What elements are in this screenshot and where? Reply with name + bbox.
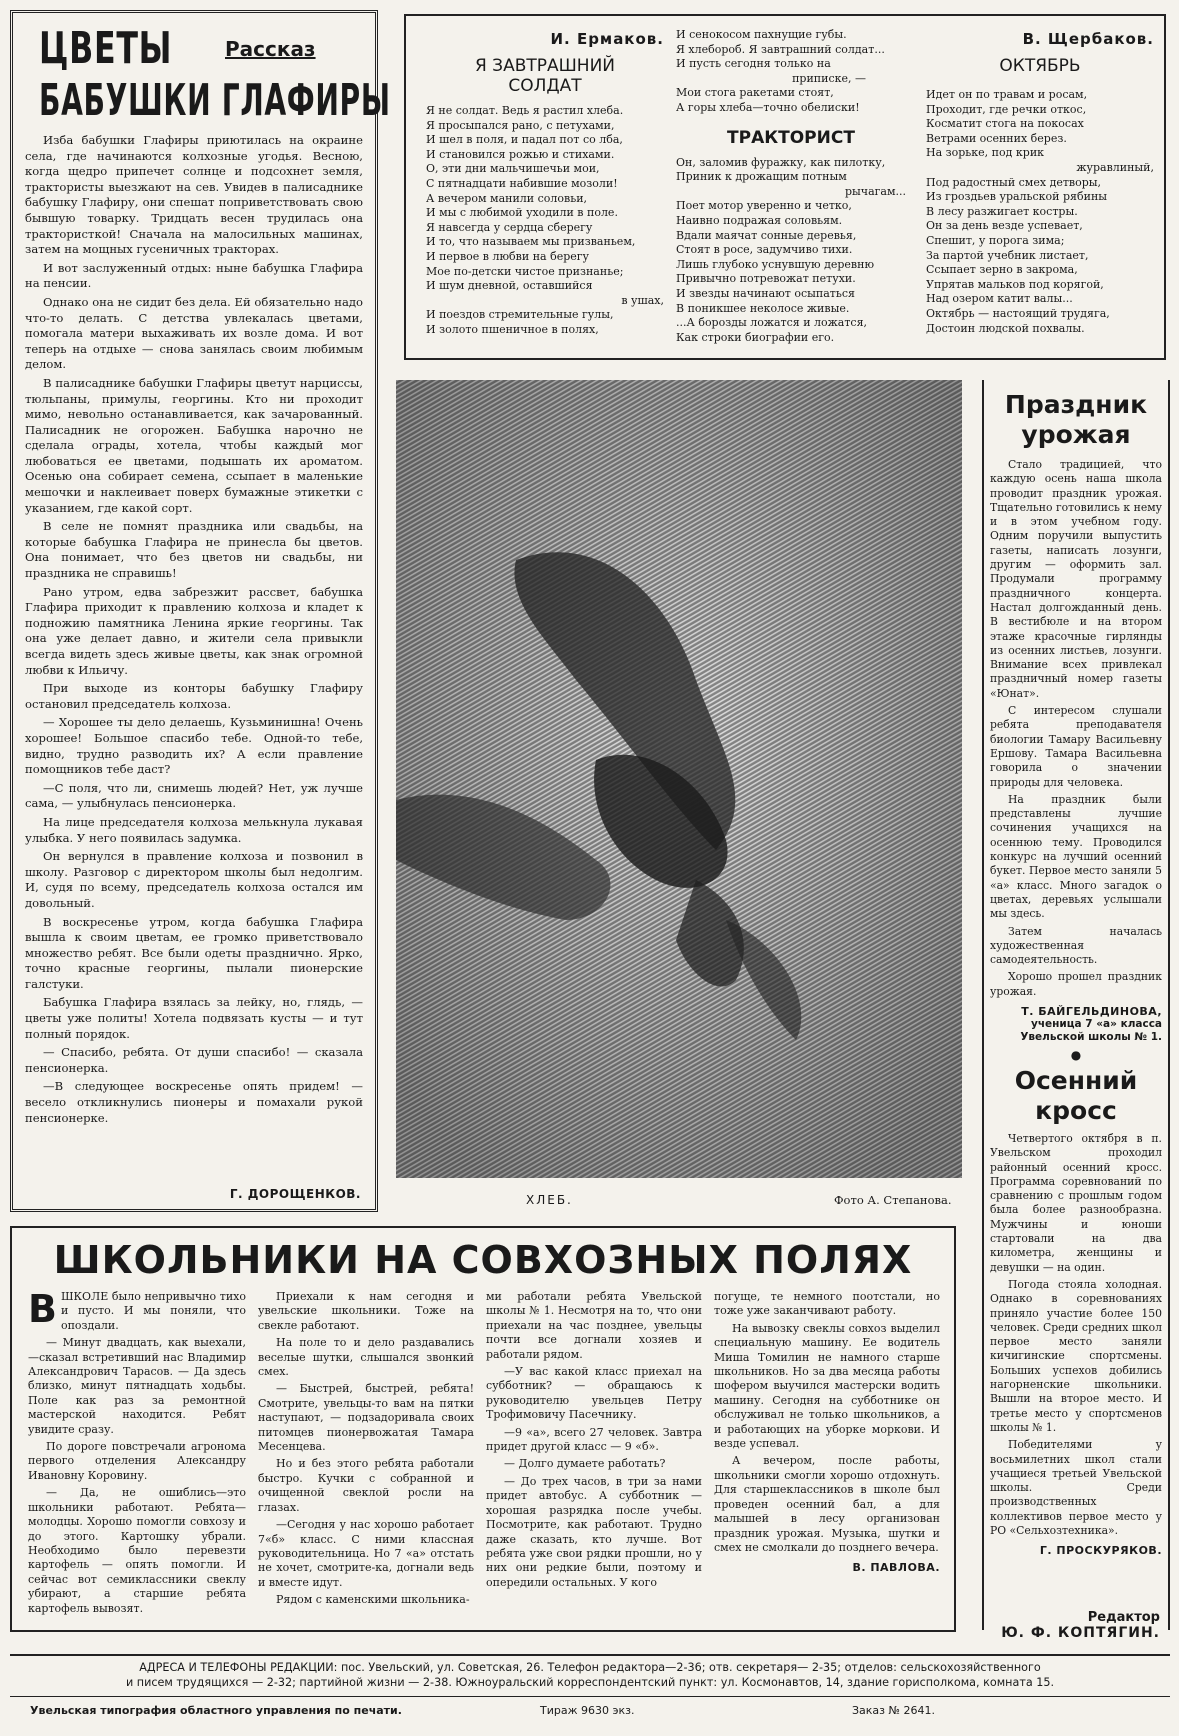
poem-line: Поет мотор уверенно и четко, [676, 199, 852, 213]
school-paragraph: — До трех часов, в три за нами придет автобус. А субботник — хорошая разрядка после учебы. Посмотрите, как работают. Трудно даже сказать, кто лучше. Вот ребята уже свои рядки прошли, но у них они редкие были, поэтому и опередили остальных. У кого [486, 1474, 702, 1589]
poem-line: Он за день везде успевает, [926, 219, 1083, 233]
story-title-line1: ЦВЕТЫ [39, 23, 173, 74]
poem-line: И сенокосом пахнущие губы. [676, 28, 847, 41]
poem-line: в ушах, [621, 293, 664, 307]
school-paragraph: Но и без этого ребята работали быстро. Кучки с собранной и очищенной свеклой росли на глазах. [258, 1457, 474, 1514]
poem-line: Ветрами осенних берез. [926, 131, 1067, 145]
poem-line: Вдали маячат сонные деревья, [676, 228, 857, 242]
story-title [25, 23, 391, 133]
school-paragraph: — Быстрей, быстрей, ребята! Смотрите, увельцы-то вам на пятки наступают, — подзадоривала своих питомцев пионервожатая Тамара Месенцева. [258, 1382, 474, 1454]
poem-line: Мои стога ракетами стоят, [676, 86, 834, 100]
harvest-paragraph: Хорошо прошел праздник урожая. [990, 970, 1162, 998]
story-paragraph: В воскресенье утром, когда бабушка Глафира вышла к своим цветам, ее громко приветствовало множество ребят. Все были одеты празднично. Ярко, точно красные георгины, пылали пионерские галстуки. [25, 914, 363, 991]
poem-line: Спешит, у порога зима; [926, 233, 1065, 247]
story-paragraph: Изба бабушки Глафиры приютилась на окраине села, где начинаются колхозные угодья. Весною, когда щедро припечет солнце и подсохнет земля, трактористы выезжают на сев. Увидев в палисаднике бабушку Глафиру, они спешат поприветствовать свою бывшую товарку. Тридцать весен трудилась она трактористкой! Сначала на малосильных машинах, затем на мощных гусеничных тракторах. [25, 133, 363, 257]
school-column-4 [714, 1290, 940, 1574]
cross-paragraph: Четвертого октября в п. Увельском проходил районный осенний кросс. Программа соревнований по сравнению с прошлым годом была более разнообразна. Мужчины и юноши стартовали на два километра, женщины и девушки — на один. [990, 1131, 1162, 1274]
story-paragraph: В селе не помнят праздника или свадьбы, на которые бабушка Глафира не принесла бы цветов. Она понимает, что без цветов ни свадьбы, ни праздника не справишь! [25, 519, 363, 581]
school-paragraph: ми работали ребята Увельской школы № 1. Несмотря на то, что они приехали на час позднее, увельцы почти все догнали хозяев и работали рядом. [486, 1290, 702, 1361]
poem-line: Проходит, где речки откос, [926, 102, 1087, 116]
story-paragraph: Рано утром, едва забрезжит рассвет, бабушка Глафира приходит к правлению колхоза и кладет к подножию памятника Ленина яркие георгины. Так она уже делает давно, и жители села привыкли всегда видеть здесь живые цветы, как знак огромной любви к Ильичу. [25, 584, 363, 677]
right-column [982, 380, 1170, 1630]
poem-line: Над озером катит валы... [926, 292, 1073, 306]
footer-circulation: Тираж 9630 экз. [540, 1704, 635, 1717]
poem-line: И шум дневной, оставшийся [426, 279, 593, 293]
cross-signature: Г. ПРОСКУРЯКОВ. [1039, 1544, 1162, 1558]
poem-line: Наивно подражая соловьям. [676, 213, 843, 227]
poem-line: В лесу разжигает костры. [926, 204, 1078, 218]
poem-line: приписке, — [792, 71, 866, 85]
school-column-1 [28, 1287, 246, 1619]
school-paragraph: По дороге повстречали агронома первого отделения Александру Ивановну Коровину. [28, 1440, 246, 1482]
footer-printer: Увельская типография областного управления по печати. [30, 1704, 402, 1717]
school-paragraph: —У вас какой класс приехал на субботник? — обращаюсь к руководителю увельцев Петру Трофимовичу Пасечнику. [486, 1365, 702, 1422]
poems-box [404, 14, 1166, 360]
poem-line: А вечером манили соловьи, [426, 191, 588, 205]
school-paragraph: Рядом с каменскими школьника- [276, 1593, 470, 1607]
poem-left-title: Я ЗАВТРАШНИЙ СОЛДАТ [474, 56, 616, 96]
story-box [10, 10, 391, 1212]
story-paragraph: Бабушка Глафира взялась за лейку, но, глядь, — цветы уже политы! Хотела подвязать кусты — и тут полный порядок. [25, 995, 363, 1041]
poem-line: Октябрь — настоящий трудяга, [926, 306, 1110, 320]
poem-line: И золото пшеничное в полях, [426, 322, 599, 336]
harvest-paragraph: С интересом слушали ребята преподавателя биологии Тамару Васильевну Ершову. Тамара Васильевна говорила о значении природы для человека. [990, 704, 1162, 789]
poem-line: И то, что называем мы призваньем, [426, 235, 636, 249]
cross-body [990, 1132, 1162, 1538]
photo-credit: Фото А. Степанова. [834, 1193, 952, 1207]
footer-address [20, 1660, 1160, 1690]
poem-line: Косматит стога на покосах [926, 117, 1084, 131]
story-paragraph: — Спасибо, ребята. От души спасибо! — сказала пенсионерка. [25, 1045, 363, 1075]
poem-line: Он, заломив фуражку, как пилотку, [676, 155, 886, 169]
poem-line: Идет он по травам и росам, [926, 88, 1088, 101]
separator-dot: ● [1070, 1047, 1082, 1062]
harvest-paragraph: На праздник были представлены лучшие сочинения учащихся на осеннюю тему. Проводился конкурс на лучший осенний букет. Первое место заняли 5 «а» класс. Много загадок о цветах, деревьях услышали мы здесь. [990, 792, 1162, 921]
poem-line: За партой учебник листает, [926, 248, 1089, 262]
poem-line: В поникшее неколосе живые. [676, 301, 850, 315]
story-paragraph: —В следующее воскресенье опять придем! — весело откликнулись пионеры и помахали рукой пенсионерке. [25, 1079, 363, 1125]
footer-line-1: АДРЕСА И ТЕЛЕФОНЫ РЕДАКЦИИ: пос. Увельский, ул. Советская, 26. Телефон редактора—2-36; отв. секретаря— 2-35; отделов: сельскохозяйственного [139, 1661, 1041, 1674]
photo-caption: ХЛЕБ. [526, 1193, 573, 1207]
poem-line: И мы с любимой уходили в поле. [426, 206, 618, 220]
school-paragraph: — Минут двадцать, как выехали,—сказал встретивший нас Владимир Александрович Тарасов. — Да здесь близко, минут пятнадцать ходьбы. Поле как раз за ремонтной мастерской находится. Ребят увидите сразу. [28, 1336, 246, 1436]
poem-line: Ссыпает зерно в закрома, [926, 263, 1078, 277]
poem-line: С пятнадцати набившие мозоли! [426, 176, 618, 190]
school-columns [12, 1287, 954, 1615]
cross-title [990, 1066, 1162, 1126]
poem-right-title: ОКТЯБРЬ [999, 56, 1081, 76]
story-signature: Г. ДОРОЩЕНКОВ. [229, 1187, 361, 1201]
story-paragraph: —С поля, что ли, снимешь людей? Нет, уж лучше сама, — улыбнулась пенсионерка. [25, 780, 363, 811]
cross-paragraph: Победителями у восьмилетних школ стали учащиеся третьей Увельской школы. Среди производственных коллективов первое место у РО «Сельхозтехника». [990, 1438, 1162, 1537]
poem-left-lines [426, 104, 664, 338]
poem-left [426, 30, 664, 338]
school-paragraph: —9 «а», всего 27 человек. Завтра придет другой класс — 9 «б». [486, 1425, 702, 1454]
school-paragraph: — Долго думаете работать? [504, 1457, 666, 1471]
poem-line: рычагам... [845, 184, 906, 198]
school-paragraph: — Да, не ошиблись—это школьники работают. Ребята—молодцы. Хорошо помогли совхозу и до этого. Картошку убрали. Необходимо было перевезти картофель — опять помогли. И сейчас вот семиклассники свеклу убирают, а старшие ребята картофель вывозят. [28, 1486, 246, 1615]
footer-order: Заказ № 2641. [852, 1704, 935, 1717]
school-paragraph: А вечером, после работы, школьники смогли хорошо отдохнуть. Для старшеклассников в школе был проведен осенний бал, а для малышей в лесу организован праздник урожая. Музыка, шутки и смех не смолкали до позднего вечера. [714, 1454, 940, 1554]
story-body [25, 133, 363, 1126]
poem-right-author: В. Щербаков. [1022, 30, 1154, 48]
cross-paragraph: Погода стояла холодная. Однако в соревнованиях приняло участие более 150 человек. Среди средних школ первое место заняли кичигинские спортсмены. Больших успехов добились нагорненские школьники. Вышли на второе место. И третье место у спортсменов школы № 1. [990, 1277, 1162, 1434]
story-title-line2: БАБУШКИ ГЛАФИРЫ [39, 75, 391, 126]
poem-line: О, эти дни мальчишечьи мои, [426, 162, 600, 176]
school-title: ШКОЛЬНИКИ НА СОВХОЗНЫХ ПОЛЯХ [53, 1238, 913, 1282]
harvest-signature-note: ученица 7 «а» класса Увельской школы № 1. [1020, 1017, 1162, 1043]
footer-line-2: и писем трудящихся — 2-32; партийной жизни — 2-38. Южноуральский корреспондентский пункт: ул. Космонавтов, 14, здание горисполкома, комната 15. [125, 1676, 1055, 1689]
school-paragraph: На вывозку свеклы совхоз выделил специальную машину. Ее водитель Миша Томилин не намного старше школьников. Но за два месяца работы шофером выучился мастерски водить машину. Сегодня на субботнике он обслуживал не только школьников, а и работающих на уборке моркови. И везде успевал. [714, 1321, 940, 1451]
harvest-title-line1: Праздник [1004, 390, 1148, 419]
school-paragraph: На поле то и дело раздавались веселые шутки, слышался звонкий смех. [258, 1336, 474, 1379]
story-paragraph: В палисаднике бабушки Глафиры цветут нарциссы, тюльпаны, примулы, георгины. Кто ни проходит мимо, невольно останавливается, как зачарованный. Палисадник не огорожен. Бабушка нарочно не сделала ограды, хотела, чтобы каждый мог любоваться ее цветами, подышать их ароматом. Осенью она собирает семена, ссыпает в маленькие мешочки и наклеивает поверх бумажные этикетки с указанием, где какой сорт. [25, 375, 363, 515]
harvest-title [990, 390, 1162, 450]
poem-line: И становился рожью и стихами. [426, 147, 615, 161]
poem-line: Привычно потревожат петухи. [676, 272, 856, 286]
poem-middle-title: ТРАКТОРИСТ [727, 127, 855, 148]
poem-line: Я просыпался рано, с петухами, [426, 118, 615, 132]
poem-line: И шел в поля, и падал пот со лба, [426, 133, 623, 147]
poem-middle-lines [676, 156, 906, 346]
story-paragraph: — Хорошее ты дело делаешь, Кузьминишна! Очень хорошее! Большое спасибо тебе. Одной-то тебе, видно, трудно разводить их? А если правление помощников тебе даст? [25, 715, 363, 777]
poem-line: Достоин людской похвалы. [926, 321, 1085, 335]
cross-title-line2: кросс [1035, 1095, 1117, 1125]
poem-line: Из гроздьев уральской рябины [926, 190, 1108, 204]
editor-name: Ю. Ф. КОПТЯГИН. [1001, 1625, 1160, 1641]
editor-block [982, 1610, 1170, 1641]
story-paragraph: На лице председателя колхоза мелькнула лукавая улыбка. У него появилась задумка. [25, 814, 363, 845]
story-paragraph: При выходе из конторы бабушку Глафиру остановил председатель колхоза. [25, 681, 363, 711]
poem-line: Под радостный смех детворы, [926, 175, 1102, 189]
poem-line: И поездов стремительные гулы, [426, 308, 614, 322]
footer-divider-top [10, 1654, 1170, 1656]
editor-label: Редактор [1087, 1610, 1160, 1625]
school-paragraph: Приехали к нам сегодня и увельские школьники. Тоже на свекле работают. [258, 1290, 474, 1332]
poem-line: Мое по-детски чистое признанье; [426, 264, 624, 278]
poem-line: А горы хлеба—точно обелиски! [676, 100, 860, 114]
poem-right [926, 30, 1154, 336]
school-column-2 [258, 1290, 474, 1611]
school-column-3 [486, 1290, 702, 1593]
story-paragraph: И вот заслуженный отдых: ныне бабушка Глафира на пенсии. [25, 260, 363, 291]
poem-line: Я не солдат. Ведь я растил хлеба. [426, 104, 624, 117]
poem-line: Лишь глубоко уснувшую деревню [676, 257, 875, 271]
cross-title-line1: Осенний [1014, 1065, 1138, 1095]
harvest-paragraph: Стало традицией, что каждую осень наша школа проводит праздник урожая. Тщательно готовились к нему и в этом учебном году. Одним поручили выпустить газеты, написать лозунги, другим — оформить зал. Продумали программу праздничного концерта. Настал долгожданный день. В вестибюле и на втором этаже красочные гирлянды из осенних листьев, лозунги. Внимание всех привлекал праздничный номер газеты «Юнат». [990, 458, 1162, 700]
footer-divider-bottom [10, 1696, 1170, 1697]
harvest-signature: Т. БАЙГЕЛЬДИНОВА, [1021, 1004, 1162, 1018]
poem-line: И пусть сегодня только на [676, 57, 831, 71]
poem-line: Приник к дрожащим потным [676, 170, 847, 184]
story-rubric: Рассказ [225, 37, 316, 61]
bread-photo [396, 380, 962, 1178]
poem-line: Я навсегда у сердца сберегу [426, 220, 593, 234]
harvest-title-line2: урожая [1021, 420, 1131, 449]
story-paragraph: Однако она не сидит без дела. Ей обязательно надо что-то делать. С детства увлекалась цветами, помогала матери выхаживать их возле дома. И вот теперь на отдыхе — снова занялась своим любимым делом. [25, 294, 363, 372]
school-paragraph: ШКОЛЕ было непривычно тихо и пусто. И мы поняли, что опоздали. [60, 1290, 246, 1332]
story-paragraph: Он вернулся в правление колхоза и позвонил в школу. Разговор с директором школы был недолгим. И, судя по всему, председатель колхоза остался им довольный. [25, 849, 363, 910]
school-article [10, 1226, 956, 1632]
school-paragraph: —Сегодня у нас хорошо работает 7«б» класс. С ними классная руководительница. Но 7 «а» отстать не хочет, смотрите-ка, догнали ведь и вместе идут. [258, 1518, 474, 1589]
poem-line: Я хлебороб. Я завтрашний солдат... [676, 42, 885, 56]
poem-right-lines [926, 88, 1154, 336]
school-paragraph: погуще, те немного поотстали, но тоже уже заканчивают работу. [714, 1290, 940, 1318]
harvest-paragraph: Затем началась художественная самодеятельность. [990, 924, 1162, 967]
poem-line: журавлиный, [1076, 160, 1154, 174]
wheat-field-image [396, 380, 962, 1178]
poem-line: Стоят в росе, задумчиво тихи. [676, 243, 853, 257]
harvest-body [990, 458, 1162, 999]
poem-line: И звезды начинают осыпаться [676, 286, 855, 300]
poem-line: ...А борозды ложатся и ложатся, [676, 316, 868, 330]
school-dropcap: В [28, 1287, 57, 1331]
poem-middle [676, 28, 906, 345]
poem-line: Как строки биографии его. [676, 330, 835, 344]
poem-line: И первое в любви на берегу [426, 249, 589, 263]
poem-line: На зорьке, под крик [926, 146, 1045, 160]
school-signature: В. ПАВЛОВА. [852, 1561, 940, 1575]
poem-middle-top [676, 28, 906, 116]
poem-line: Упрятав мальков под корягой, [926, 277, 1104, 291]
poem-left-author: И. Ермаков. [550, 30, 664, 48]
